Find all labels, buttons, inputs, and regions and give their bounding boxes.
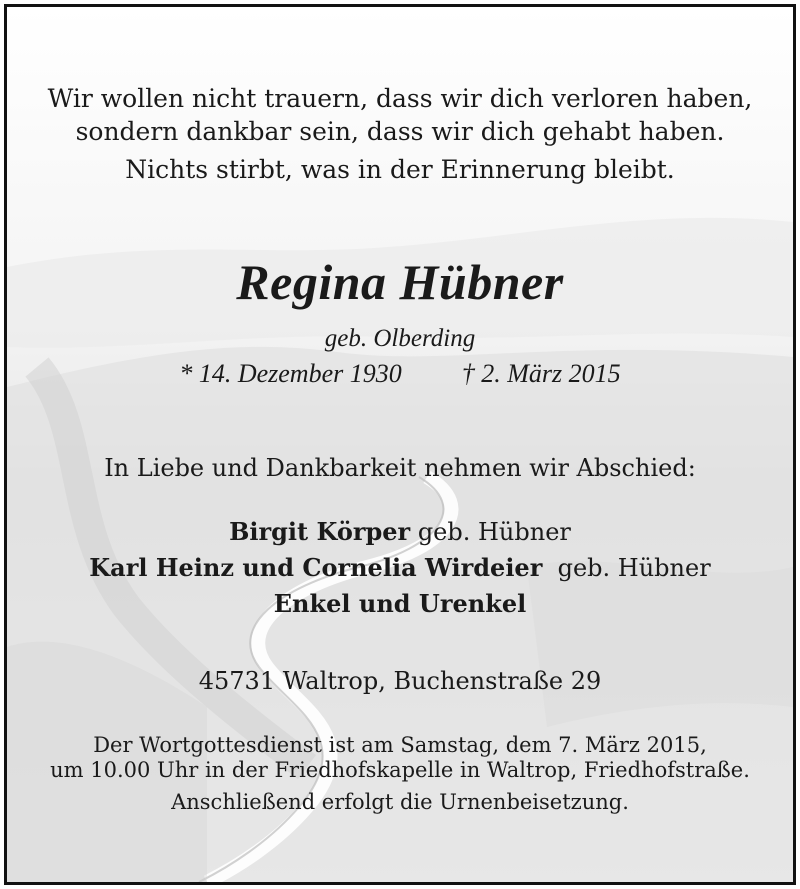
mourner-note: geb. Hübner bbox=[557, 554, 711, 582]
verse-line-1: Wir wollen nicht trauern, dass wir dich verloren haben, bbox=[47, 84, 753, 113]
verse-line-3: Nichts stirbt, was in der Erinnerung bleibt. bbox=[125, 155, 675, 184]
mourner-note: geb. Hübner bbox=[417, 518, 571, 546]
mourner-line bbox=[7, 589, 793, 618]
maiden-name: geb. Olberding bbox=[324, 325, 476, 352]
verse-line-2: sondern dankbar sein, dass wir dich gehabt haben. bbox=[75, 117, 725, 146]
service-line-3: Anschließend erfolgt die Urnenbeisetzung. bbox=[171, 790, 629, 814]
address: 45731 Waltrop, Buchenstraße 29 bbox=[198, 667, 602, 695]
deceased-name: Regina Hübner bbox=[236, 254, 564, 310]
birth-date: * 14. Dezember 1930 bbox=[179, 359, 402, 388]
mourner-line bbox=[7, 517, 793, 546]
death-date: † 2. März 2015 bbox=[461, 359, 621, 388]
service-line-1: Der Wortgottesdienst ist am Samstag, dem 7. März 2015, bbox=[93, 733, 707, 757]
mourner-name: Enkel und Urenkel bbox=[273, 589, 527, 618]
mourner-name: Birgit Körper bbox=[229, 517, 411, 546]
mourner-line bbox=[7, 553, 793, 582]
service-line-2: um 10.00 Uhr in der Friedhofskapelle in Waltrop, Friedhofstraße. bbox=[50, 758, 750, 782]
life-dates bbox=[7, 359, 793, 389]
obituary-notice bbox=[4, 4, 796, 885]
farewell-text: In Liebe und Dankbarkeit nehmen wir Abschied: bbox=[104, 454, 696, 482]
mourner-name: Karl Heinz und Cornelia Wirdeier bbox=[89, 553, 543, 582]
